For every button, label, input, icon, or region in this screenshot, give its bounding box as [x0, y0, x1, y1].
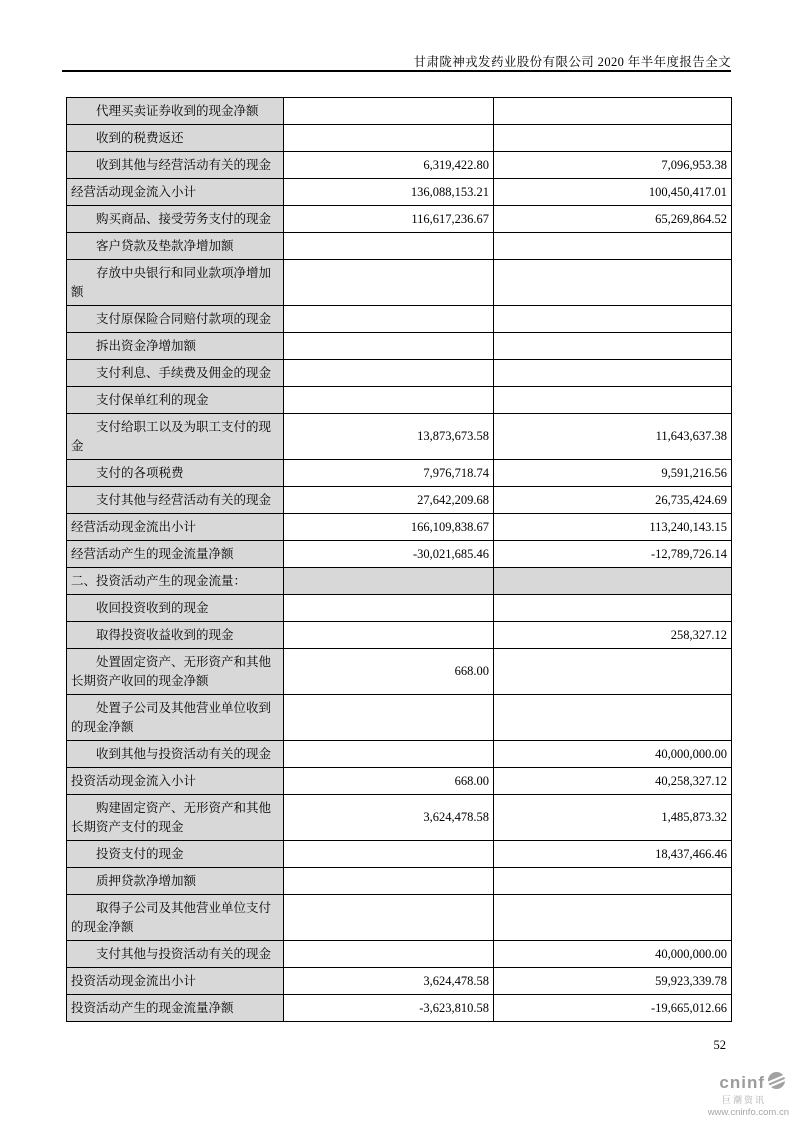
current-period-value [284, 868, 494, 895]
current-period-value: 166,109,838.67 [284, 514, 494, 541]
prior-period-value [494, 306, 732, 333]
prior-period-value: 113,240,143.15 [494, 514, 732, 541]
table-row [67, 460, 732, 487]
table-row [67, 622, 732, 649]
current-period-value: 116,617,236.67 [284, 206, 494, 233]
row-label: 客户贷款及垫款净增加额 [67, 233, 284, 260]
prior-period-value: 9,591,216.56 [494, 460, 732, 487]
table-row [67, 98, 732, 125]
prior-period-value: 18,437,466.46 [494, 841, 732, 868]
current-period-value: 668.00 [284, 768, 494, 795]
row-label: 支付的各项税费 [67, 460, 284, 487]
prior-period-value: 7,096,953.38 [494, 152, 732, 179]
current-period-value [284, 895, 494, 941]
current-period-value [284, 568, 494, 595]
prior-period-value [494, 895, 732, 941]
row-label: 支付保单红利的现金 [67, 387, 284, 414]
prior-period-value [494, 387, 732, 414]
current-period-value [284, 233, 494, 260]
prior-period-value [494, 868, 732, 895]
table-row [67, 125, 732, 152]
row-label: 支付原保险合同赔付款项的现金 [67, 306, 284, 333]
cninfo-logo-brand-row [678, 1071, 790, 1095]
table-row [67, 941, 732, 968]
cninfo-name-cn: 巨潮资讯 [721, 1095, 766, 1105]
current-period-value [284, 941, 494, 968]
row-label: 收到其他与投资活动有关的现金 [67, 741, 284, 768]
cash-flow-table-body [67, 98, 732, 1022]
row-label: 处置固定资产、无形资产和其他长期资产收回的现金净额 [67, 649, 284, 695]
row-label: 支付其他与投资活动有关的现金 [67, 941, 284, 968]
row-label: 投资活动现金流入小计 [67, 768, 284, 795]
prior-period-value [494, 649, 732, 695]
current-period-value [284, 595, 494, 622]
table-row [67, 179, 732, 206]
prior-period-value [494, 98, 732, 125]
table-row [67, 649, 732, 695]
current-period-value [284, 387, 494, 414]
table-row [67, 414, 732, 460]
prior-period-value: 40,000,000.00 [494, 741, 732, 768]
row-label: 存放中央银行和同业款项净增加额 [67, 260, 284, 306]
cash-flow-statement-table [66, 97, 732, 1022]
row-label: 收到其他与经营活动有关的现金 [67, 152, 284, 179]
page-number: 52 [713, 1038, 726, 1052]
current-period-value: 6,319,422.80 [284, 152, 494, 179]
prior-period-value [494, 233, 732, 260]
table-row [67, 968, 732, 995]
report-header-title: 甘肃陇神戎发药业股份有限公司 2020 年半年度报告全文 [413, 55, 731, 69]
table-row [67, 360, 732, 387]
row-label: 支付给职工以及为职工支付的现金 [67, 414, 284, 460]
prior-period-value: 40,000,000.00 [494, 941, 732, 968]
table-row [67, 260, 732, 306]
row-label: 拆出资金净增加额 [67, 333, 284, 360]
current-period-value: -3,623,810.58 [284, 995, 494, 1022]
row-label: 二、投资活动产生的现金流量： [67, 568, 284, 595]
prior-period-value [494, 595, 732, 622]
prior-period-value [494, 568, 732, 595]
prior-period-value: 258,327.12 [494, 622, 732, 649]
row-label: 质押贷款净增加额 [67, 868, 284, 895]
table-row [67, 152, 732, 179]
row-label: 支付其他与经营活动有关的现金 [67, 487, 284, 514]
prior-period-value: 1,485,873.32 [494, 795, 732, 841]
row-label: 收到的税费返还 [67, 125, 284, 152]
row-label: 购建固定资产、无形资产和其他长期资产支付的现金 [67, 795, 284, 841]
current-period-value: 7,976,718.74 [284, 460, 494, 487]
row-label: 投资活动产生的现金流量净额 [67, 995, 284, 1022]
current-period-value [284, 98, 494, 125]
row-label: 处置子公司及其他营业单位收到的现金净额 [67, 695, 284, 741]
prior-period-value: 59,923,339.78 [494, 968, 732, 995]
table-row [67, 541, 732, 568]
table-row [67, 333, 732, 360]
table-row [67, 741, 732, 768]
table-row [67, 795, 732, 841]
row-label: 购买商品、接受劳务支付的现金 [67, 206, 284, 233]
prior-period-value: 100,450,417.01 [494, 179, 732, 206]
table-row [67, 206, 732, 233]
current-period-value: 13,873,673.58 [284, 414, 494, 460]
current-period-value: 3,624,478.58 [284, 968, 494, 995]
row-label: 取得子公司及其他营业单位支付的现金净额 [67, 895, 284, 941]
table-row [67, 868, 732, 895]
table-row [67, 995, 732, 1022]
current-period-value: 3,624,478.58 [284, 795, 494, 841]
current-period-value [284, 125, 494, 152]
table-row [67, 768, 732, 795]
row-label: 投资支付的现金 [67, 841, 284, 868]
cninfo-url: www.cninfo.com.cn [707, 1107, 789, 1118]
prior-period-value [494, 695, 732, 741]
cninfo-swirl-icon [767, 1071, 786, 1095]
current-period-value [284, 841, 494, 868]
current-period-value [284, 741, 494, 768]
table-row [67, 595, 732, 622]
row-label: 经营活动现金流出小计 [67, 514, 284, 541]
row-label: 经营活动现金流入小计 [67, 179, 284, 206]
current-period-value: -30,021,685.46 [284, 541, 494, 568]
table-row [67, 233, 732, 260]
current-period-value [284, 622, 494, 649]
table-row [67, 895, 732, 941]
current-period-value [284, 260, 494, 306]
table-row [67, 306, 732, 333]
prior-period-value [494, 360, 732, 387]
prior-period-value [494, 333, 732, 360]
prior-period-value: 65,269,864.52 [494, 206, 732, 233]
prior-period-value: 11,643,637.38 [494, 414, 732, 460]
current-period-value [284, 306, 494, 333]
prior-period-value [494, 125, 732, 152]
table-row [67, 487, 732, 514]
table-row [67, 841, 732, 868]
current-period-value [284, 695, 494, 741]
current-period-value [284, 333, 494, 360]
cninfo-logo [678, 1071, 790, 1118]
row-label: 收回投资收到的现金 [67, 595, 284, 622]
prior-period-value [494, 260, 732, 306]
prior-period-value: 40,258,327.12 [494, 768, 732, 795]
current-period-value: 27,642,209.68 [284, 487, 494, 514]
cninfo-brand-text: cninf [719, 1073, 765, 1092]
row-label: 取得投资收益收到的现金 [67, 622, 284, 649]
row-label: 支付利息、手续费及佣金的现金 [67, 360, 284, 387]
current-period-value: 136,088,153.21 [284, 179, 494, 206]
table-row [67, 514, 732, 541]
current-period-value [284, 360, 494, 387]
prior-period-value: 26,735,424.69 [494, 487, 732, 514]
row-label: 投资活动现金流出小计 [67, 968, 284, 995]
header-divider [62, 70, 731, 72]
row-label: 代理买卖证券收到的现金净额 [67, 98, 284, 125]
table-row [67, 695, 732, 741]
current-period-value: 668.00 [284, 649, 494, 695]
table-row [67, 387, 732, 414]
row-label: 经营活动产生的现金流量净额 [67, 541, 284, 568]
prior-period-value: -12,789,726.14 [494, 541, 732, 568]
section-header-row [67, 568, 732, 595]
prior-period-value: -19,665,012.66 [494, 995, 732, 1022]
